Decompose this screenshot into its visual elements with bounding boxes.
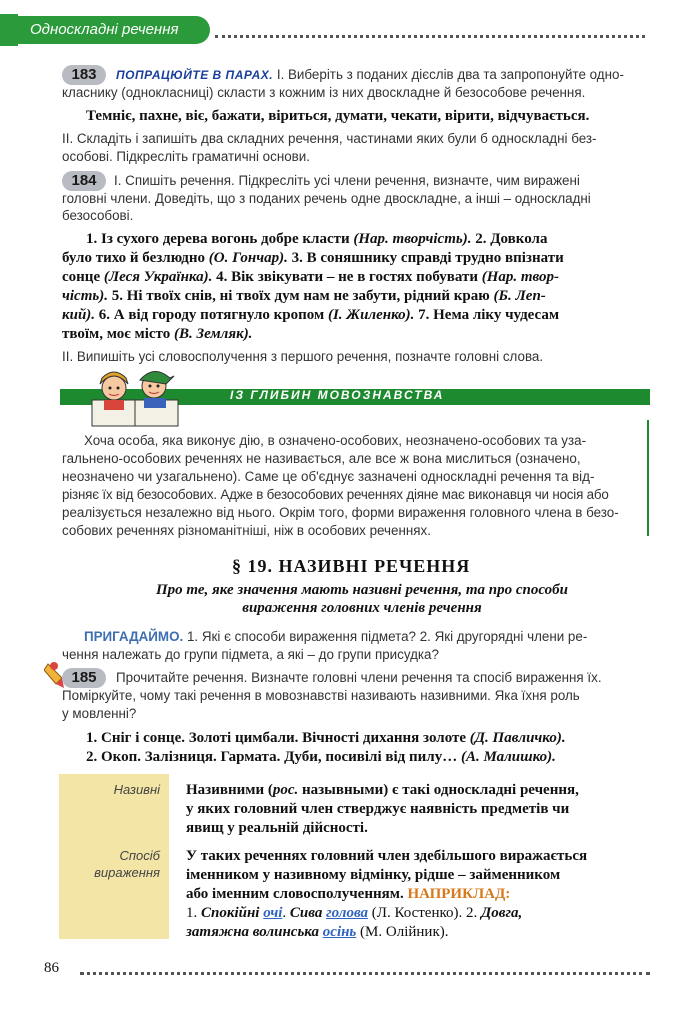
example-label: НАПРИКЛАД: bbox=[407, 886, 511, 902]
ex184-sentence-line1: 1. Із сухого дерева вогонь добре класти (Нар. творчість). 2. Довкола bbox=[86, 231, 548, 247]
ex185-sentence-1: 1. Сніг і сонце. Золоті цимбали. Вічності дихання золоте (Д. Павличко). bbox=[86, 730, 566, 746]
ex184-line3: безособові. bbox=[62, 208, 134, 223]
ex184-part2: ІІ. Випишіть усі словосполучення з першого речення, позначте головні слова. bbox=[62, 349, 544, 364]
kids-reading-illustration bbox=[90, 366, 182, 428]
ex184-sentence-line4: чість). 5. Ні твоїх снів, ні твоїх дум нам не забути, рідний краю (Б. Леп- bbox=[62, 288, 546, 304]
ex183-line1: ПОПРАЦЮЙТЕ В ПАРАХ. І. Виберіть з поданих дієслів два та запропонуйте одно- bbox=[116, 67, 624, 82]
recall-label: ПРИГАДАЙМО. bbox=[84, 629, 184, 644]
ex185-line2: Поміркуйте, чому такі речення в мовознавстві називають називними. Яка їхня роль bbox=[62, 688, 580, 703]
rule-expression-line2: іменником у називному відмінку, рідше – займенником bbox=[186, 867, 561, 883]
ex184-line1: І. Спишіть речення. Підкресліть усі члени речення, визначте, чим виражені bbox=[114, 173, 580, 188]
recall-line1: ПРИГАДАЙМО. 1. Які є способи вираження підмета? 2. Які другорядні члени ре- bbox=[84, 629, 588, 644]
rule-label-method-2: вираження bbox=[94, 865, 160, 880]
rule-label-nominal: Називні bbox=[113, 782, 160, 797]
exercise-number-183: 183 bbox=[62, 65, 106, 85]
depth-line-6: собових реченнях різноманітніші, ніж в особових реченнях. bbox=[62, 523, 431, 538]
depth-side-line bbox=[647, 420, 649, 536]
ex183-line2: класнику (однокласниці) скласти з кожним із них двоскладне й безособове речення. bbox=[62, 85, 586, 100]
ex184-sentence-line3: сонце (Леся Українка). 4. Вік звікувати – не в гостях побувати (Нар. твор- bbox=[62, 269, 560, 285]
header-accent-bar bbox=[0, 14, 18, 46]
rule-example-line2: затяжна волинська осінь (М. Олійник). bbox=[186, 924, 449, 940]
pairs-label: ПОПРАЦЮЙТЕ В ПАРАХ. bbox=[116, 68, 274, 82]
header-dotted-line bbox=[215, 35, 645, 38]
ex184-sentence-line5: кий). 6. А від городу потягнуло кропом (І. Жиленко). 7. Нема ліку чудесам bbox=[62, 307, 560, 323]
exercise-number-185: 185 bbox=[62, 668, 106, 688]
section-subtitle-2: вираження головних членів речення bbox=[242, 600, 482, 616]
ex185-sentence-2: 2. Окоп. Залізниця. Гармата. Дуби, посивілі від пилу… (А. Малишко). bbox=[86, 749, 556, 765]
depth-line-5: реалізується незалежно від нього. Окрім того, форми вираження головного члена в безо- bbox=[62, 505, 619, 520]
depth-line-2: гальнено-особових реченнях не називається, але все ж вона мислиться (означено, bbox=[62, 451, 581, 466]
rule-expression-line1: У таких реченнях головний член здебільшого виражається bbox=[186, 848, 588, 864]
footer-dotted-line bbox=[80, 972, 650, 975]
recall-line2: чення належать до групи підмета, а які – до групи присудка? bbox=[62, 647, 439, 662]
rule-expression-line3: або іменним словосполученням. НАПРИКЛАД: bbox=[186, 886, 511, 902]
rule-label-method-1: Спосіб bbox=[119, 848, 160, 863]
chapter-title: Односкладні речення bbox=[18, 16, 210, 44]
exercise-number-184: 184 bbox=[62, 171, 106, 191]
depth-line-3: неозначено чи узагальнено). Саме це об'єднує зазначені односкладні речення та від- bbox=[62, 469, 595, 484]
ex184-sentence-line2: було тихо й безлюдно (О. Гончар). 3. В соняшнику справді трудно впізнати bbox=[62, 250, 564, 266]
rule-definition-line3: явищ у реальній дійсності. bbox=[186, 820, 368, 836]
ex183-part2-line1: ІІ. Складіть і запишіть два складних речення, частинами яких були б односкладні без- bbox=[62, 131, 597, 146]
section-title: § 19. НАЗИВНІ РЕЧЕННЯ bbox=[232, 556, 471, 576]
ex184-line2: головні члени. Доведіть, що з поданих речень одне двоскладне, а інші – односкладні bbox=[62, 191, 591, 206]
section-subtitle-1: Про те, яке значення мають називні речення, та про способи bbox=[156, 582, 568, 598]
ex185-line1: Прочитайте речення. Визначте головні члени речення та спосіб вираження їх. bbox=[116, 670, 602, 685]
rule-definition-line1: Називними (рос. назывными) є такі односкладні речення, bbox=[186, 782, 579, 798]
depth-line-1: Хоча особа, яка виконує дію, в означено-особових, неозначено-особових та уза- bbox=[84, 433, 587, 448]
depth-line-4: різняє їх від безособових. Адже в безособових реченнях діяне має виконавця чи носія або bbox=[62, 487, 609, 502]
ex184-sentence-line6: твоїм, моє місто (В. Земляк). bbox=[62, 326, 253, 342]
ex185-line3: у мовленні? bbox=[62, 706, 137, 721]
ex183-part2-line2: особові. Підкресліть граматичні основи. bbox=[62, 149, 310, 164]
page-number: 86 bbox=[44, 960, 59, 976]
rule-example-line1: 1. Спокійні очі. Сива голова (Л. Костенко). 2. Довга, bbox=[186, 905, 523, 921]
depth-section-title: ІЗ ГЛИБИН МОВОЗНАВСТВА bbox=[230, 388, 445, 402]
rule-definition-line2: у яких головний член стверджує наявність предметів чи bbox=[186, 801, 570, 817]
ex183-verbs: Темніє, пахне, віє, бажати, віриться, думати, чекати, вірити, відчувається. bbox=[86, 108, 590, 124]
